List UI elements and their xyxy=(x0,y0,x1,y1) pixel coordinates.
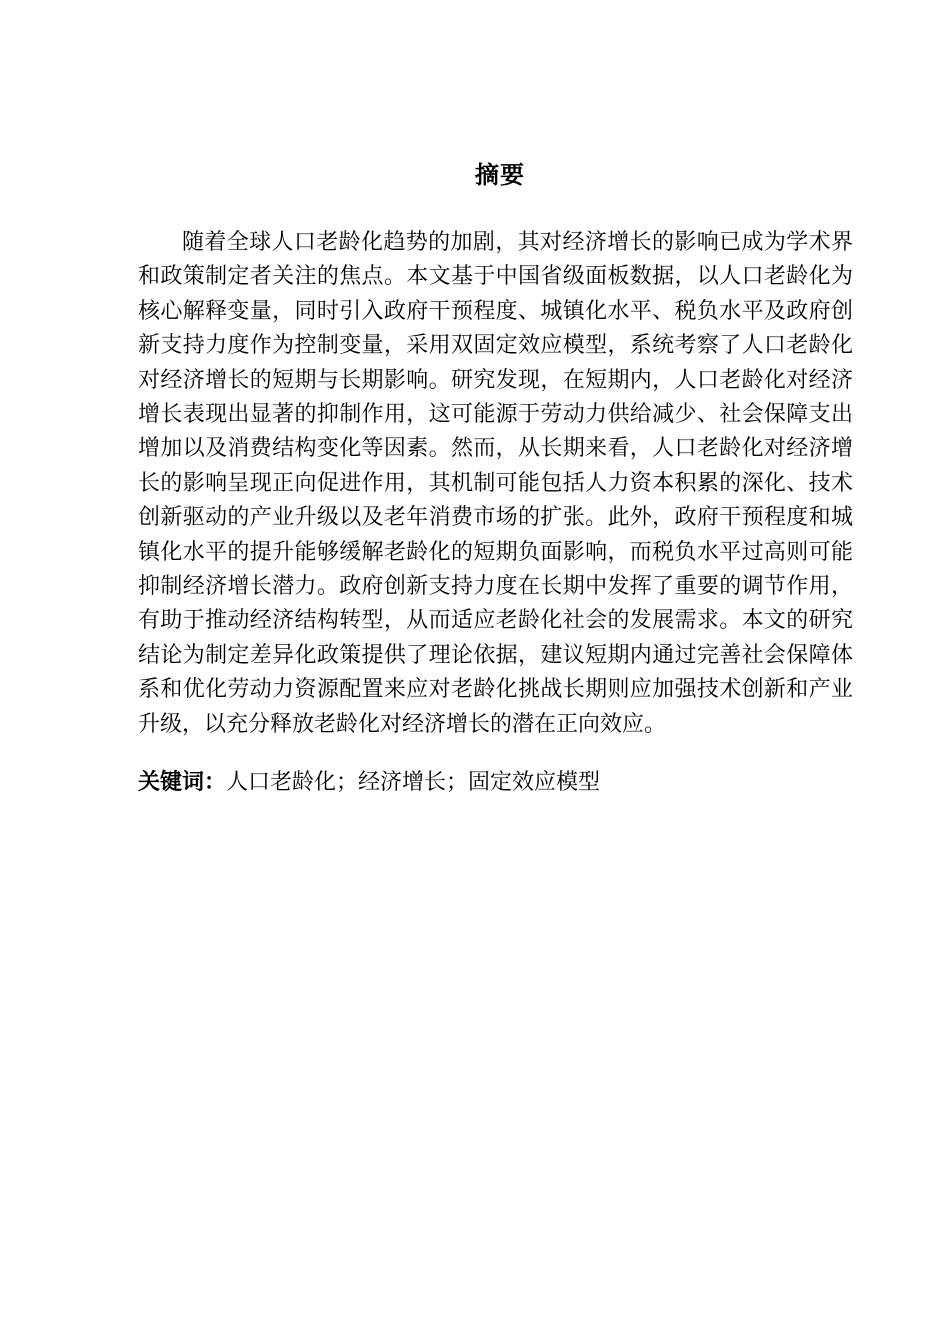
abstract-paragraph: 随着全球人口老龄化趋势的加剧，其对经济增长的影响已成为学术界和政策制定者关注的焦点。本文基于中国省级面板数据，以人口老龄化为核心解释变量，同时引入政府干预程度、城镇化水平、税负水平及政府创新支持力度作为控制变量，采用双固定效应模型，系统考察了人口老龄化对经济增长的短期与长期影响。研究发现，在短期内，人口老龄化对经济增长表现出显著的抑制作用，这可能源于劳动力供给减少、社会保障支出增加以及消费结构变化等因素。然而，从长期来看，人口老龄化对经济增长的影响呈现正向促进作用，其机制可能包括人力资本积累的深化、技术创新驱动的产业升级以及老年消费市场的扩张。此外，政府干预程度和城镇化水平的提升能够缓解老龄化的短期负面影响，而税负水平过高则可能抑制经济增长潜力。政府创新支持力度在长期中发挥了重要的调节作用，有助于推动经济结构转型，从而适应老龄化社会的发展需求。本文的研究结论为制定差异化政策提供了理论依据，建议短期内通过完善社会保障体系和优化劳动力资源配置来应对老龄化挑战长期则应加强技术创新和产业升级，以充分释放老龄化对经济增长的潜在正向效应。 xyxy=(138,230,853,737)
keywords-label: 关键词： xyxy=(138,770,227,795)
abstract-title: 摘要 xyxy=(475,161,525,189)
keywords-line xyxy=(138,766,853,800)
keywords-text: 人口老龄化；经济增长；固定效应模型 xyxy=(226,770,601,795)
